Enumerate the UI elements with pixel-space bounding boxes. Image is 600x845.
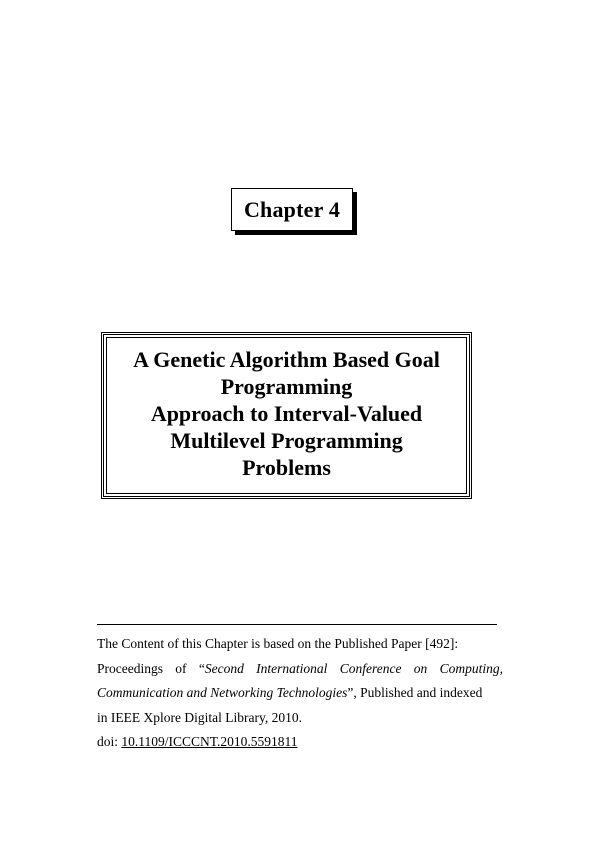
- footnote-conference-name-part-2: Communication and Networking Technologies: [97, 685, 348, 700]
- chapter-title-line-4: Multilevel Programming: [170, 428, 403, 453]
- chapter-title-box: [101, 332, 472, 499]
- footnote: [97, 632, 503, 755]
- chapter-heading-box: [231, 188, 353, 231]
- footnote-line-4: in IEEE Xplore Digital Library, 2010.: [97, 709, 302, 725]
- footnote-proceedings-prefix: Proceedings of “: [97, 660, 205, 676]
- chapter-title-line-2: Programming: [220, 374, 353, 399]
- footnote-line-1: The Content of this Chapter is based on the Published Paper [492]:: [97, 636, 459, 651]
- doi-link[interactable]: 10.1109/ICCCNT.2010.5591811: [121, 734, 298, 749]
- chapter-title-line-1: A Genetic Algorithm Based Goal: [133, 347, 440, 372]
- footnote-line-3: [97, 681, 503, 706]
- footnote-line-2: [97, 657, 503, 682]
- chapter-title-line-5: Problems: [242, 455, 331, 480]
- chapter-title-line-3: Approach to Interval-Valued: [150, 401, 423, 426]
- footnote-conference-name-part-1: Second International Conference on Computing,: [204, 660, 503, 676]
- footnote-divider: [97, 624, 497, 625]
- chapter-label: Chapter 4: [243, 196, 341, 222]
- footnote-line-5: [97, 730, 503, 755]
- footnote-published-suffix: ”, Published and indexed: [347, 685, 483, 700]
- doi-label: doi:: [97, 734, 119, 749]
